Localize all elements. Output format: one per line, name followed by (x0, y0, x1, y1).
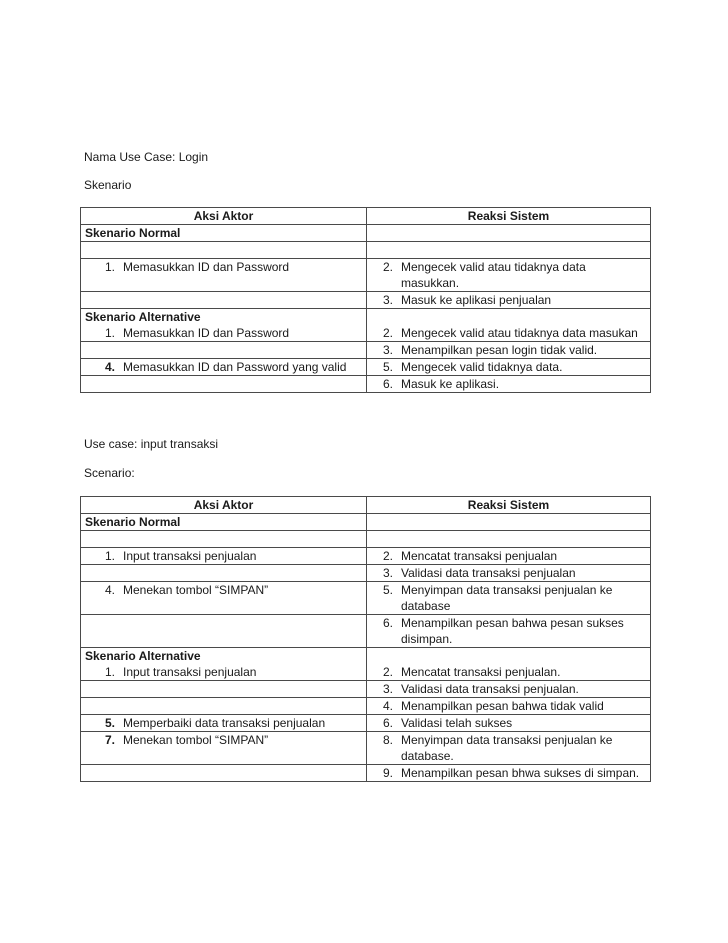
step-number: 2. (382, 260, 393, 274)
table-row (81, 681, 651, 698)
system-column-header: Reaksi Sistem (367, 208, 651, 225)
table-row (81, 698, 651, 715)
table-row (81, 514, 651, 531)
system-step (367, 715, 651, 732)
step-text: Mengecek valid atau tidaknya data masukan (401, 326, 638, 340)
actor-step (81, 359, 367, 376)
system-step (367, 376, 651, 393)
table-row (81, 531, 651, 548)
step-text: Memasukkan ID dan Password (123, 326, 290, 340)
step-number: 5. (382, 360, 393, 374)
step-number: 6. (382, 616, 393, 630)
step-number: 1. (104, 665, 115, 679)
step-number: 8. (382, 733, 393, 747)
step-text: Memperbaiki data transaksi penjualan (123, 716, 326, 730)
step-text: Memasukkan ID dan Password (123, 260, 290, 274)
table-row (81, 259, 651, 292)
system-step (367, 292, 651, 309)
step-text: Menampilkan pesan bahwa tidak valid (401, 699, 604, 713)
step-number: 5. (104, 716, 115, 730)
step-text: Menekan tombol “SIMPAN” (123, 583, 269, 597)
table-cell (367, 225, 651, 242)
step-text: Mencatat transaksi penjualan (401, 549, 558, 563)
step-number: 2. (382, 326, 393, 340)
step-number: 3. (382, 566, 393, 580)
table-cell (81, 242, 367, 259)
table-row (81, 376, 651, 393)
step-number: 7. (104, 733, 115, 747)
table-row (81, 242, 651, 259)
table-cell (81, 681, 367, 698)
system-step (367, 582, 651, 615)
step-text: Validasi data transaksi penjualan. (401, 682, 579, 696)
system-step (367, 648, 651, 681)
transaksi-usecase-title: Use case: input transaksi (84, 437, 219, 451)
actor-step (81, 548, 367, 565)
table-row (81, 359, 651, 376)
table-header-row (81, 208, 651, 225)
step-number: 1. (104, 549, 115, 563)
table-row (81, 765, 651, 782)
alternative-scenario-block (81, 648, 367, 681)
login-scenario-label: Skenario (84, 178, 132, 192)
system-step (367, 342, 651, 359)
actor-step (81, 259, 367, 292)
step-number: 3. (382, 682, 393, 696)
actor-column-header: Aksi Aktor (81, 497, 367, 514)
table-cell (367, 242, 651, 259)
table-cell (81, 565, 367, 582)
step-text: Validasi data transaksi penjualan (401, 566, 576, 580)
table-row (81, 582, 651, 615)
table-cell (81, 765, 367, 782)
normal-scenario-label: Skenario Normal (81, 225, 367, 242)
system-step (367, 765, 651, 782)
step-text: Input transaksi penjualan (123, 549, 257, 563)
step-text: Mengecek valid atau tidaknya data masukkan. (401, 260, 586, 290)
step-number: 1. (104, 326, 115, 340)
step-text: Menekan tombol “SIMPAN” (123, 733, 269, 747)
step-number: 6. (382, 716, 393, 730)
table-cell (81, 376, 367, 393)
step-number: 4. (104, 583, 115, 597)
step-text: Menyimpan data transaksi penjualan ke database (401, 583, 613, 613)
step-text: Menampilkan pesan bhwa sukses di simpan. (401, 766, 640, 780)
table-cell (81, 531, 367, 548)
system-step (367, 615, 651, 648)
table-row (81, 292, 651, 309)
step-number: 3. (382, 293, 393, 307)
table-cell (81, 698, 367, 715)
step-number: 4. (104, 360, 115, 374)
step-text: Menampilkan pesan login tidak valid. (401, 343, 598, 357)
step-text: Mengecek valid tidaknya data. (401, 360, 563, 374)
system-step (367, 732, 651, 765)
table-cell (367, 514, 651, 531)
table-header-row (81, 497, 651, 514)
table-row (81, 648, 651, 681)
system-column-header: Reaksi Sistem (367, 497, 651, 514)
step-number: 2. (382, 549, 393, 563)
table-row (81, 309, 651, 342)
table-row (81, 548, 651, 565)
table-row (81, 732, 651, 765)
login-scenario-table (80, 207, 651, 393)
system-step (367, 359, 651, 376)
system-step (367, 698, 651, 715)
system-step (367, 565, 651, 582)
actor-step (81, 582, 367, 615)
table-row (81, 615, 651, 648)
table-cell (367, 531, 651, 548)
step-number: 6. (382, 377, 393, 391)
step-text: Menampilkan pesan bahwa pesan sukses disimpan. (401, 616, 624, 646)
alternative-scenario-label: Skenario Alternative (85, 310, 201, 324)
table-row (81, 565, 651, 582)
transaksi-scenario-table (80, 496, 651, 782)
actor-column-header: Aksi Aktor (81, 208, 367, 225)
step-text: Mencatat transaksi penjualan. (401, 665, 561, 679)
alternative-scenario-block (81, 309, 367, 342)
step-number: 3. (382, 343, 393, 357)
system-step (367, 309, 651, 342)
step-number: 9. (382, 766, 393, 780)
step-number: 5. (382, 583, 393, 597)
table-row (81, 225, 651, 242)
step-text: Masuk ke aplikasi. (401, 377, 500, 391)
table-cell (81, 292, 367, 309)
actor-step (81, 715, 367, 732)
step-text: Input transaksi penjualan (123, 665, 257, 679)
table-cell (81, 342, 367, 359)
system-step (367, 681, 651, 698)
step-text: Masuk ke aplikasi penjualan (401, 293, 552, 307)
transaksi-scenario-label: Scenario: (84, 466, 135, 480)
step-number: 4. (382, 699, 393, 713)
normal-scenario-label: Skenario Normal (81, 514, 367, 531)
login-usecase-title: Nama Use Case: Login (84, 150, 209, 164)
table-row (81, 342, 651, 359)
alternative-scenario-label: Skenario Alternative (85, 649, 201, 663)
step-number: 2. (382, 665, 393, 679)
actor-step (81, 732, 367, 765)
system-step (367, 259, 651, 292)
step-text: Validasi telah sukses (401, 716, 513, 730)
table-row (81, 715, 651, 732)
system-step (367, 548, 651, 565)
step-number: 1. (104, 260, 115, 274)
step-text: Memasukkan ID dan Password yang valid (123, 360, 347, 374)
step-text: Menyimpan data transaksi penjualan ke database. (401, 733, 613, 763)
table-cell (81, 615, 367, 648)
